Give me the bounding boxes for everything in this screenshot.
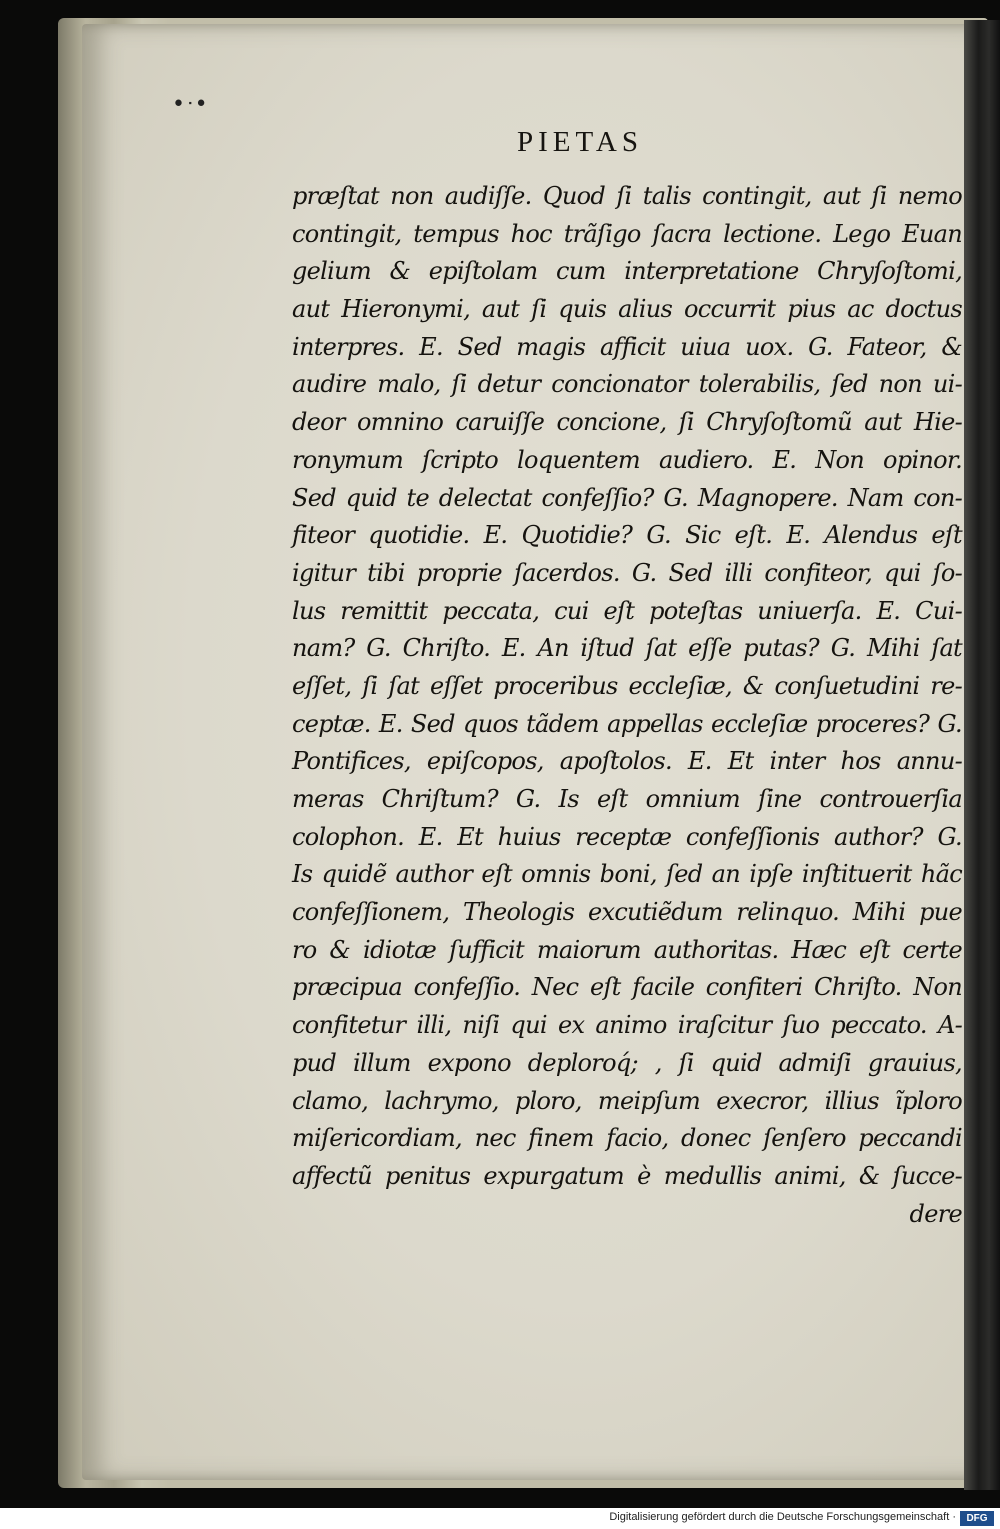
text-line: confeſſionem, Theologis excutiẽdum relinquo. Mihi pue: [292, 898, 962, 927]
book-binding: [964, 20, 1000, 1490]
text-line: Is quidẽ author eſt omnis boni, ſed an ipſe inſtituerit hãc: [292, 860, 962, 889]
text-block: [292, 178, 962, 1233]
catchword: dere: [909, 1199, 962, 1228]
text-line: contingit, tempus hoc trãſigo ſacra lectione. Lego Euan: [292, 219, 962, 248]
text-line: nam? G. Chriſto. E. An iſtud ſat eſſe putas? G. Mihi ſat: [292, 634, 962, 663]
ink-smudge: •ᐧ•: [172, 92, 210, 117]
text-line: ceptæ. E. Sed quos tãdem appellas eccleſiæ proceres? G.: [292, 709, 962, 738]
dfg-logo: DFG: [960, 1511, 994, 1526]
text-line: affectũ penitus expurgatum è medullis animi, & ſucce-: [292, 1161, 962, 1190]
text-line: colophon. E. Et huius receptæ confeſſionis author? G.: [292, 822, 962, 851]
text-line: Pontifices, epiſcopos, apoſtolos. E. Et inter hos annu-: [292, 747, 962, 776]
text-line: pud illum expono deploroq́; , ſi quid admiſi grauius,: [292, 1048, 962, 1077]
text-line: aut Hieronymi, aut ſi quis alius occurrit pius ac doctus: [292, 295, 962, 324]
footer-credit: Digitalisierung gefördert durch die Deutsche Forschungsgemeinschaft ·: [609, 1511, 956, 1523]
text-line: clamo, lachrymo, ploro, meipſum execror, illius ĩploro: [292, 1086, 962, 1115]
text-line: meras Chriſtum? G. Is eſt omnium ſine controuerſia: [292, 785, 962, 813]
footer-bar: [0, 1508, 1000, 1529]
text-line: ro & idiotæ ſufficit maiorum authoritas. Hæc eſt certe: [292, 935, 962, 964]
text-line: interpres. E. Sed magis afficit uiua uox. G. Fateor, &: [292, 332, 962, 361]
text-line: gelium & epiſtolam cum interpretatione Chryſoſtomi,: [292, 257, 962, 286]
text-line: lus remittit peccata, cui eſt poteſtas uniuerſa. E. Cui-: [292, 596, 962, 625]
text-line: præcipua confeſſio. Nec eſt facile confiteri Chriſto. Non: [292, 973, 962, 1002]
text-line: ronymum ſcripto loquentem audiero. E. Non opinor.: [292, 445, 962, 474]
text-line: deor omnino caruiſſe concione, ſi Chryſoſtomũ aut Hie-: [292, 408, 962, 437]
text-line: miſericordiam, nec finem facio, donec ſenſero peccandi: [292, 1124, 962, 1153]
text-line: præſtat non audiſſe. Quod ſi talis contingit, aut ſi nemo: [292, 182, 962, 210]
running-head: PIETAS: [517, 126, 643, 158]
text-line: confitetur illi, niſi qui ex animo iraſcitur ſuo peccato. A-: [292, 1011, 962, 1040]
text-line: igitur tibi proprie ſacerdos. G. Sed illi confiteor, qui ſo-: [292, 558, 962, 587]
text-line: Sed quid te delectat confeſſio? G. Magnopere. Nam con-: [292, 483, 962, 512]
text-line: eſſet, ſi ſat eſſet proceribus eccleſiæ, & conſuetudini re-: [292, 671, 962, 700]
text-line: fiteor quotidie. E. Quotidie? G. Sic eſt. E. Alendus eſt: [292, 521, 962, 550]
text-line: audire malo, ſi detur concionator tolerabilis, ſed non ui-: [292, 370, 962, 399]
